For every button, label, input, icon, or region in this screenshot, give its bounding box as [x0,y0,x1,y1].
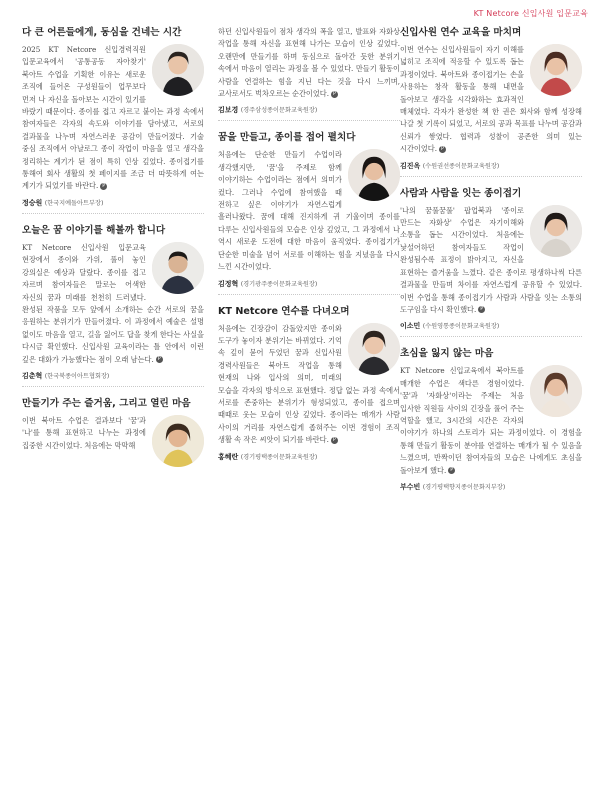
article-2 [22,224,204,387]
article-byline: 이소민 (수원영통종이문화교육원장) [400,322,500,331]
article-body: 2025 KT Netcore 신입경력직원 입문교육에서 '공통공동 자아찾기' 북아트 수업을 기획한 이유는 새로운 조직에 들어온 구성원들이 업무보다 먼저 나 자신을 돌아보는 시간이 있기를 바랐기 때문이다. 종이를 접고 자르고 붙이는 과정 속에서 참여자들은 각자의 속도와 이야기를 담아냈고, 서로의 결과물을 나누며 자연스러운 공감이 만들어졌다. 기술 중심 조직에서 아날로그 종이 작업이 마음을 열고 생각을 정리하는 계기가 된 점이 특히 인상 깊었다. 종이접기를 통해여 회사 생활의 첫 페이지를 조금 더 따뜻하게 여는 계기가 되었기를 바란다. P [22,45,204,191]
end-mark-icon: P [332,436,336,443]
article-byline: 김춘혁 (한국북종이아트협회장) [22,371,110,380]
article-7 [400,187,582,338]
column-3 [400,26,582,503]
end-mark-icon: P [450,467,454,474]
article-4 [218,131,400,294]
portrait-photo [152,415,204,467]
section-header: KT Netcore 신입사원 입문교육 [473,9,588,18]
divider [218,120,400,121]
article-8 [400,347,582,493]
divider [400,176,582,177]
article-body: 처음에는 긴장감이 감돌았지만 종이와 도구가 놓이자 분위기는 바뀌었다. 기억 속 깊이 묻어 두었던 꿈과 신입사원 경력사원들은 북아트 작업을 통해 현재의 나와 입사의 의미, 미래의 모습을 각자의 방식으로 표현했다. 정답 없는 과정 속에서 서로를 존중하는 분위기가 형성되었고, 종이를 접으며 때때로 웃는 모습이 인상 깊었다. 종이라는 매개가 사람 사이의 거리를 자연스럽게 좁혀주는 이번 경험이 조직 생활 속 작은 씨앗이 되기를 바란다. P [218,323,400,445]
end-mark-icon: P [480,306,484,313]
article-title: 사람과 사람을 잇는 종이접기 [400,187,522,199]
article-title: 만들기가 주는 즐거움, 그리고 열린 마음 [22,397,191,409]
article-3 [22,397,204,452]
article-6 [400,26,582,177]
article-body: 하던 신입사원들이 점차 생각의 폭을 열고, 발표와 자화상 작업을 통해 자신을 표현해 나가는 모습이 인상 깊었다. 오랜만에 만들기를 하며 동심으로 돌아간 듯한 분위기 속에서 마음이 열리는 과정을 볼 수 있었다. 만들기 활동이 사람을 연결하는 힘을 지닌 다는 것을 다시 느끼며, 교사로서도 벅차오르는 순간이었다. P [218,27,400,99]
column-1 [22,26,204,471]
article-title: 초심을 잃지 않는 마음 [400,348,494,360]
article-byline: 김진옥 (수원권선종이문화교육원장) [400,161,500,170]
article-byline: 김정혁 (경기광주종이문화교육원장) [218,279,318,288]
portrait-photo [530,365,582,417]
article-body: '나의 꿈풀꿈풀' 팝업북과 '종이로 만드는 자화상' 수업은 자기이해와 소통을 돕는 시간이었다. 처음에는 낯설어하던 참여자들도 작업이 완성됨수록 표정이 밝아지고, 자신을 표현하는 즐거움을 느꼈다. 같은 종이로 평생하나씩 다른 결과물을 만들며 차이를 자연스럽게 공유할 수 있었다. 이번 수업을 통해 종이접기가 사람과 사람을 잇는 소통의 도구임을 다시 확인했다. P [400,205,582,314]
article-title: KT Netcore 연수를 다녀오며 [218,305,350,317]
portrait-photo [530,44,582,96]
article-5 [218,305,400,463]
article-byline: 부수빈 (경기평택향지종이문화지부장) [400,482,506,491]
portrait-photo [530,205,582,257]
divider [22,213,204,214]
divider [22,386,204,387]
article-title: 꿈을 만들고, 종이를 접어 펼치다 [218,132,356,144]
article-byline: 정승원 (한국지예돌아트부장) [22,198,104,207]
article-body: 이번 연수는 신입사원들이 자기 이해를 넓히고 조직에 적응할 수 있도록 돕는 과정이었다. 북아트와 종이접기는 손을 사용하는 창작 활동을 통해 내면을 돌아보고 생각을 시각화하는 효과적인 매체였다. 각자가 완성한 책 한 권은 회사와 함께 성장해 나갈 첫 기록이 되었고, 서로의 공과 목표를 나누며 공감과 신뢰가 쌓였다. 협력과 성찰이 공존한 의미 있는 시간이었다. P [400,45,582,154]
article-body: 이번 북아트 수업은 결과보다 '꿈'과 '나'를 통해 표현하고 나누는 과정에 집중한 시간이었다. 처음에는 막막해 [22,415,146,450]
article-1 [22,26,204,214]
divider [218,294,400,295]
column-2 [218,26,400,473]
article-title: 신입사원 연수 교육을 마치며 [400,27,522,38]
article-body: 처음에는 단순한 만들기 수업이라 생각했지만, '꿈'을 주제로 함께 이야기하는 수업이라는 점에서 의미가 컸다. 그러나 수업에 참여했을 때 전하고 싶은 이야기가 자연스럽게 흘러나왔다. 꿈에 대해 진지하게 귀 기울이며 종이를 다루는 신입사원들의 모습은 인상 깊었고, 그 과정에서 나 역시 새로운 도전에 대한 마음이 움직였다. 종이접기가 단순한 미술을 넘어 서로를 이해하는 힘을 지녔음을 다시 느낀 시간이었다. [218,150,400,272]
portrait-photo [348,323,400,375]
end-mark-icon: P [157,356,161,363]
portrait-photo [152,242,204,294]
article-body: KT Netcore 신입교육에서 북아트를 매개한 수업은 색다른 경험이었다. '꿈'과 '자화상'이라는 주제는 처음 입사한 직원들 사이의 긴장을 풀어 주는 역할을 했고, 3시간의 시간은 각자의 이야기가 하나의 스토리가 되는 과정이었다. 이 경험을 통해 만들기 활동이 분야를 연결하는 매개가 될 수 있음을 느꼈으며, 반짝이던 참여자들의 모습은 나에게도 초심을 돌아보게 했다. P [400,366,582,475]
end-mark-icon: P [333,90,337,97]
portrait-photo [152,44,204,96]
article-title: 다 큰 어른들에게, 동심을 건네는 시간 [22,27,182,38]
divider [400,336,582,337]
end-mark-icon: P [102,182,106,189]
article-3-continued [218,26,400,121]
end-mark-icon: P [441,145,445,152]
article-byline: 홍혜란 (경기평택종이문화교육원장) [218,452,318,461]
article-byline: 김보경 (경주삼성종이문화교육원장) [218,106,318,115]
article-title: 오늘은 꿈 이야기를 해볼까 합니다 [22,224,166,236]
article-body: KT Netcore 신입사원 입문교육 현장에서 종이와 가위, 풀이 놓인 강의실은 예상과 달랐다. 종이를 접고 자르며 참여자들은 말로는 어색한 자신의 꿈과 미래를 천천히 드러냈다. 완성된 작품을 모두 앞에서 소개하는 순간 서로의 꿈을 응원하는 분위기가 만들어졌다. 이 과정에서 예술은 설명 없이도 마음을 열고, 길을 잃어도 답을 찾게 한다는 사실을 다시금 확인했다. 신입사원 교육이라는 틀 안에서 이런 깊은 대화가 가능했다는 점이 오래 남는다. P [22,242,204,364]
